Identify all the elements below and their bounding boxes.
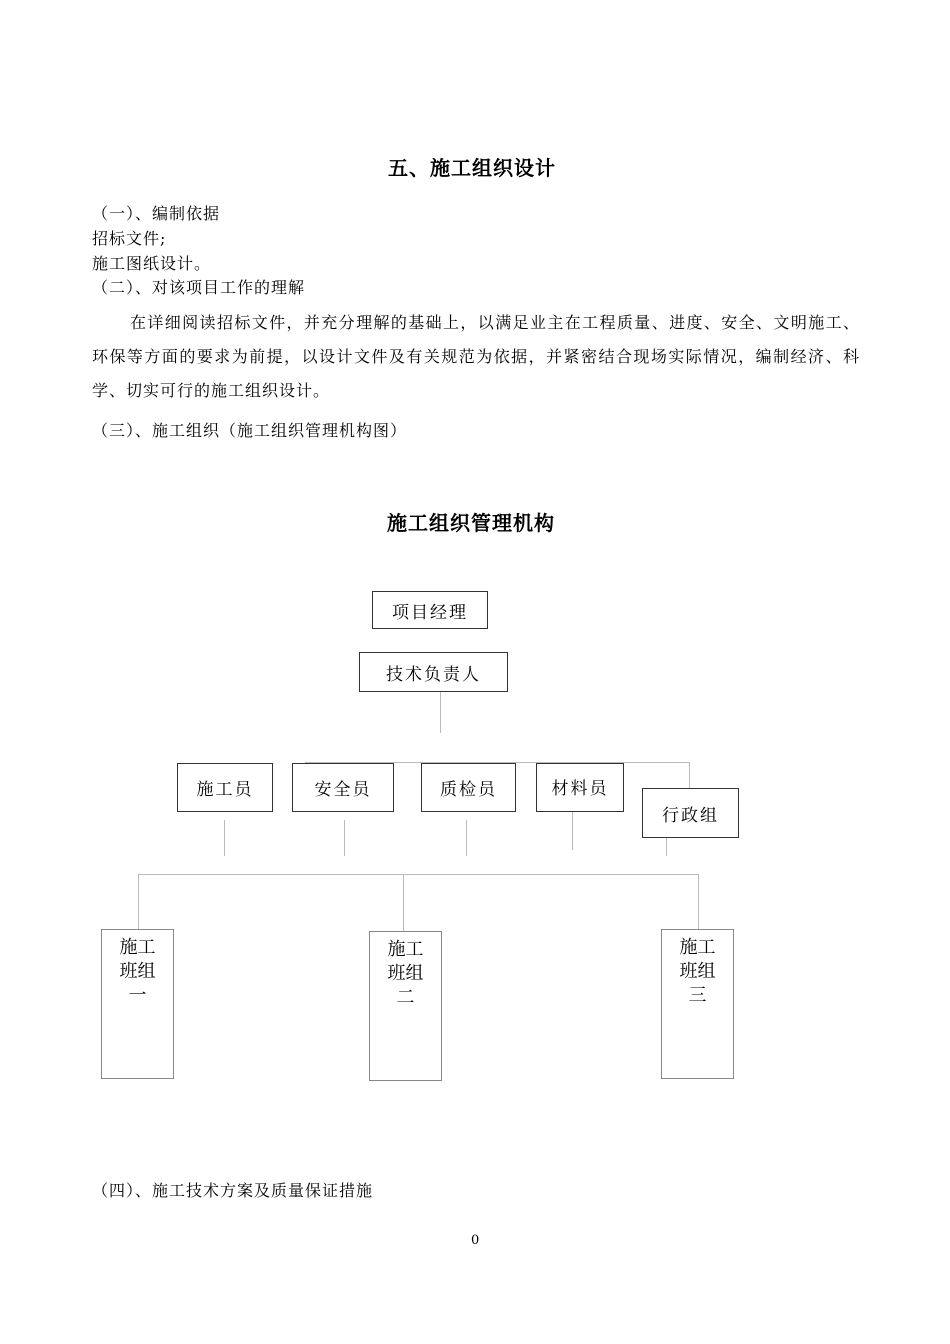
team-3-line-3: 三 [688,985,707,1006]
team-1-line-1: 施工 [119,937,156,958]
org-box-technical-lead [359,652,508,692]
org-label-materials-officer: 材料员 [551,779,609,799]
org-box-safety-officer [292,763,394,812]
subheading-technical-plan: （四）、施工技术方案及质量保证措施 [92,1181,374,1200]
org-label-project-manager: 项目经理 [392,602,468,623]
org-label-technical-lead: 技术负责人 [386,664,481,685]
team-2-line-3: 二 [396,987,415,1008]
team-1-line-2: 班组 [119,961,156,982]
org-box-construction-staff [177,763,273,812]
org-label-admin-group: 行政组 [662,805,719,826]
page-number: 0 [471,1233,480,1248]
org-label-quality-inspector: 质检员 [440,780,497,800]
org-box-admin-group [642,788,739,838]
org-box-materials-officer [536,763,624,812]
org-box-project-manager [372,591,488,629]
org-label-safety-officer: 安全员 [314,780,372,800]
team-2-line-1: 施工 [387,939,424,960]
team-1-line-3: 一 [128,985,147,1006]
org-chart-title: 施工组织管理机构 [387,511,555,535]
org-box-team-2 [369,931,442,1081]
subheading-basis: （一）、编制依据 [92,204,221,223]
team-3-line-2: 班组 [679,961,716,982]
team-2-line-2: 班组 [387,963,424,984]
org-box-quality-inspector [421,763,516,812]
org-box-team-3 [661,929,734,1079]
basis-item-tender: 招标文件; [92,229,167,248]
org-box-team-1 [101,929,174,1079]
org-label-construction-staff: 施工员 [196,780,254,800]
team-3-line-1: 施工 [679,937,716,958]
basis-item-drawings: 施工图纸设计。 [92,254,212,273]
understanding-paragraph: 在详细阅读招标文件，并充分理解的基础上，以满足业主在工程质量、进度、安全、文明施工、环保等方面的要求为前提，以设计文件及有关规范为依据，并紧密结合现场实际情况，编制经济、科学、切实可行的施工组织设计。 [92,313,860,400]
subheading-understanding: （二）、对该项目工作的理解 [92,278,306,297]
section-title: 五、施工组织设计 [388,156,556,180]
subheading-organization: （三）、施工组织（施工组织管理机构图） [92,421,408,440]
